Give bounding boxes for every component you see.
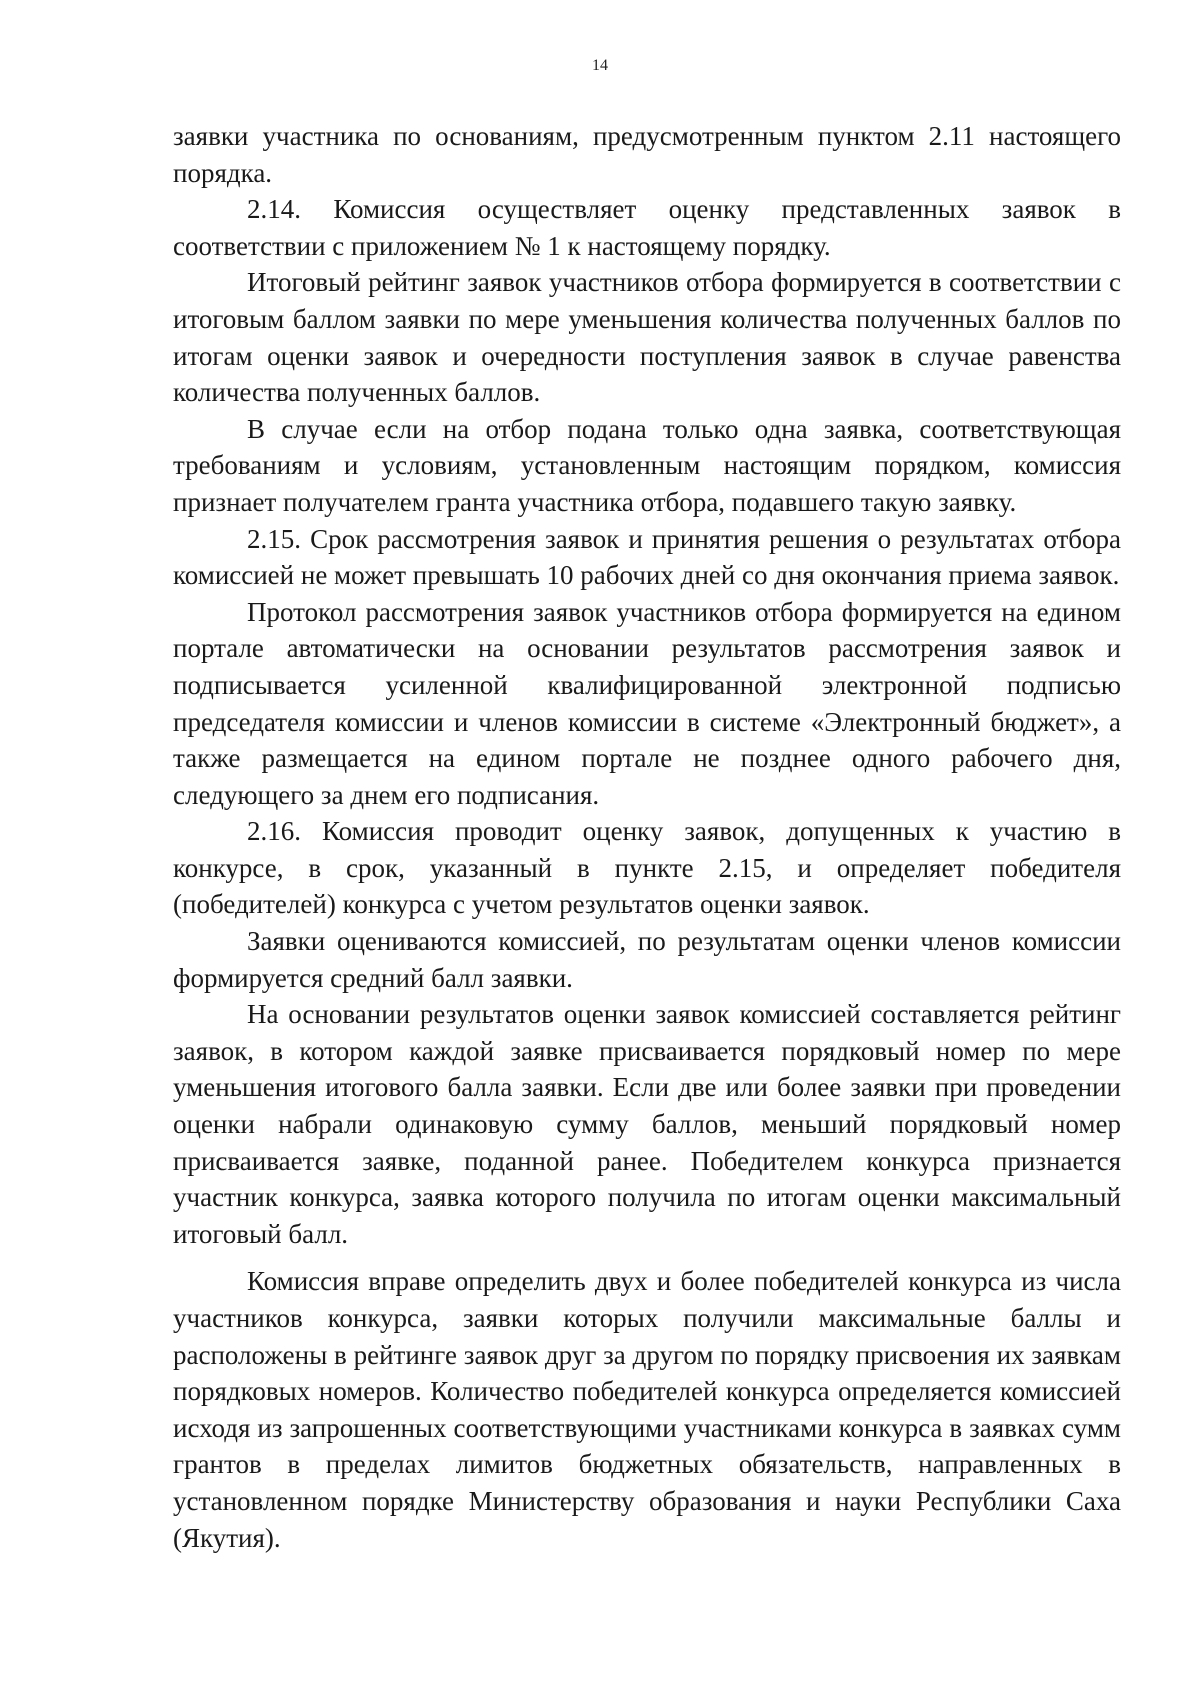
paragraph-2-15: 2.15. Срок рассмотрения заявок и принятия решения о результатах отбора комиссией не может превышать 10 рабочих дней со дня окончания приема заявок. (173, 523, 1121, 591)
paragraph-single-application: В случае если на отбор подана только одна заявка, соответствующая требованиям и условиям, установленным настоящим порядком, комиссия признает получателем гранта участника отбора, подавшего такую заявку. (173, 413, 1121, 517)
paragraph-protocol: Протокол рассмотрения заявок участников отбора формируется на едином портале автоматически на основании результатов рассмотрения заявок и подписывается усиленной квалифицированной электронной подписью председателя комиссии и членов комиссии в системе «Электронный бюджет», а также размещается на едином портале не позднее одного рабочего дня, следующего за днем его подписания. (173, 596, 1121, 810)
paragraph-final-rating: Итоговый рейтинг заявок участников отбора формируется в соответствии с итоговым баллом заявки по мере уменьшения количества полученных баллов по итогам оценки заявок и очередности поступления заявок в случае равенства количества полученных баллов. (173, 267, 1121, 408)
paragraph-evaluation: Заявки оцениваются комиссией, по результатам оценки членов комиссии формируется средний балл заявки. (173, 926, 1121, 993)
document-body (173, 118, 1121, 1556)
paragraph-continuation: заявки участника по основаниям, предусмотренным пунктом 2.11 настоящего порядка. (173, 121, 1121, 188)
paragraph-multiple-winners: Комиссия вправе определить двух и более победителей конкурса из числа участников конкурса, заявки которых получили максимальные баллы и расположены в рейтинге заявок друг за другом по порядку присвоения их заявкам порядковых номеров. Количество победителей конкурса определяется комиссией исходя из запрошенных соответствующими участниками конкурса в заявках сумм грантов в пределах лимитов бюджетных обязательств, направленных в установленном порядке Министерству образования и науки Республики Саха (Якутия). (173, 1266, 1121, 1553)
paragraph-2-16: 2.16. Комиссия проводит оценку заявок, допущенных к участию в конкурсе, в срок, указанный в пункте 2.15, и определяет победителя (победителей) конкурса с учетом результатов оценки заявок. (173, 816, 1121, 920)
paragraph-2-14: 2.14. Комиссия осуществляет оценку представленных заявок в соответствии с приложением № 1 к настоящему порядку. (173, 194, 1121, 261)
page-number: 14 (592, 57, 608, 74)
paragraph-rating-order: На основании результатов оценки заявок комиссией составляется рейтинг заявок, в котором каждой заявке присваивается порядковый номер по мере уменьшения итогового балла заявки. Если две или более заявки при проведении оценки набрали одинаковую сумму баллов, меньший порядковый номер присваивается заявке, поданной ранее. Победителем конкурса признается участник конкурса, заявка которого получила по итогам оценки максимальный итоговый балл. (173, 999, 1121, 1249)
